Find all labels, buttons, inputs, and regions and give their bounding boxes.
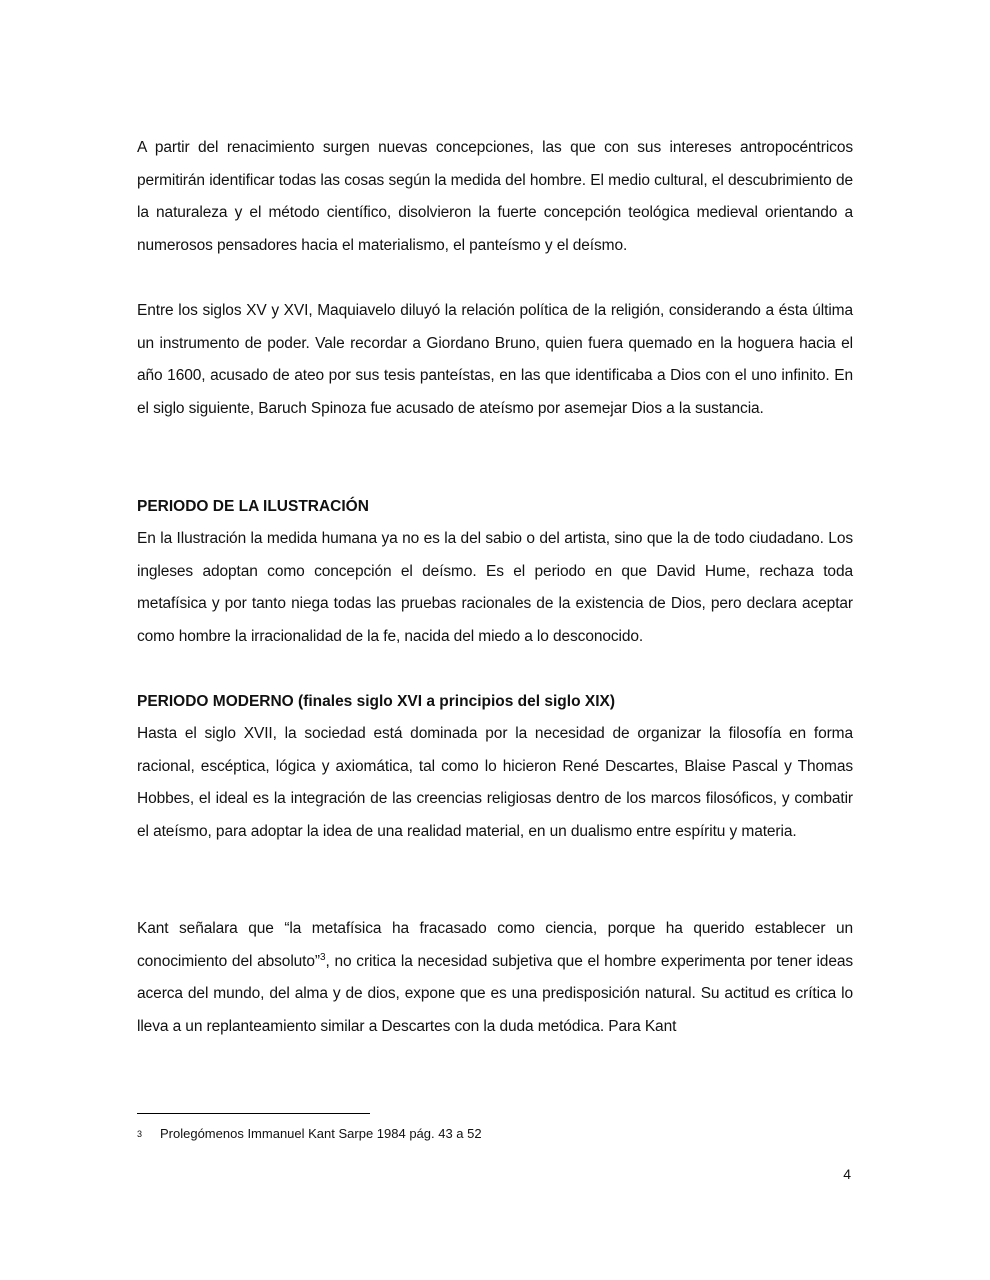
- paragraph-renacimiento: A partir del renacimiento surgen nuevas concepciones, las que con sus intereses antropocéntricos permitirán identificar todas las cosas según la medida del hombre. El medio cultural, el descubrimiento de la naturaleza y el método científico, disolvieron la fuerte concepción teológica medieval orientando a numerosos pensadores hacia el materialismo, el panteísmo y el deísmo.: [137, 139, 853, 254]
- heading-moderno: PERIODO MODERNO (finales siglo XVI a principios del siglo XIX): [137, 693, 615, 710]
- paragraph-kant: [137, 913, 853, 1043]
- paragraph-maquiavelo: Entre los siglos XV y XVI, Maquiavelo diluyó la relación política de la religión, considerando a ésta última un instrumento de poder. Vale recordar a Giordano Bruno, quien fuera quemado en la hoguera hacia el año 1600, acusado de ateo por sus tesis panteístas, en las que identificaba a Dios con el uno infinito. En el siglo siguiente, Baruch Spinoza fue acusado de ateísmo por asemejar Dios a la sustancia.: [137, 302, 853, 417]
- paragraph-kant-part2: , no critica la necesidad subjetiva que el hombre experimenta por tener ideas acerca del mundo, del alma y de dios, expone que es una predisposición natural. Su actitud es crítica lo lleva a un replanteamiento similar a Descartes con la duda metódica. Para Kant: [137, 952, 854, 1035]
- footnote: [137, 1124, 482, 1144]
- page-number: 4: [843, 1166, 851, 1182]
- paragraph-kant-part1: Kant señalara que “la metafísica ha fracasado como ciencia, porque ha querido establecer un conocimiento del absoluto”: [137, 920, 853, 970]
- paragraph-moderno: Hasta el siglo XVII, la sociedad está dominada por la necesidad de organizar la filosofía en forma racional, escéptica, lógica y axiomática, tal como lo hicieron René Descartes, Blaise Pascal y Thomas Hobbes, el ideal es la integración de las creencias religiosas dentro de los marcos filosóficos, y combatir el ateísmo, para adoptar la idea de una realidad material, en un dualismo entre espíritu y materia.: [137, 725, 853, 840]
- footnote-reference: 3: [319, 951, 326, 963]
- paragraph-ilustracion: En la Ilustración la medida humana ya no es la del sabio o del artista, sino que la de todo ciudadano. Los ingleses adoptan como concepción el deísmo. Es el periodo en que David Hume, rechaza toda metafísica y por tanto niega todas las pruebas racionales de la existencia de Dios, pero declara aceptar como hombre la irracionalidad de la fe, nacida del miedo a lo desconocido.: [137, 530, 853, 645]
- footnote-separator: [137, 1113, 370, 1114]
- footnote-mark: 3: [137, 1129, 143, 1139]
- footnote-text: Prolegómenos Immanuel Kant Sarpe 1984 pág. 43 a 52: [160, 1126, 482, 1141]
- heading-ilustracion: PERIODO DE LA ILUSTRACIÓN: [137, 498, 369, 515]
